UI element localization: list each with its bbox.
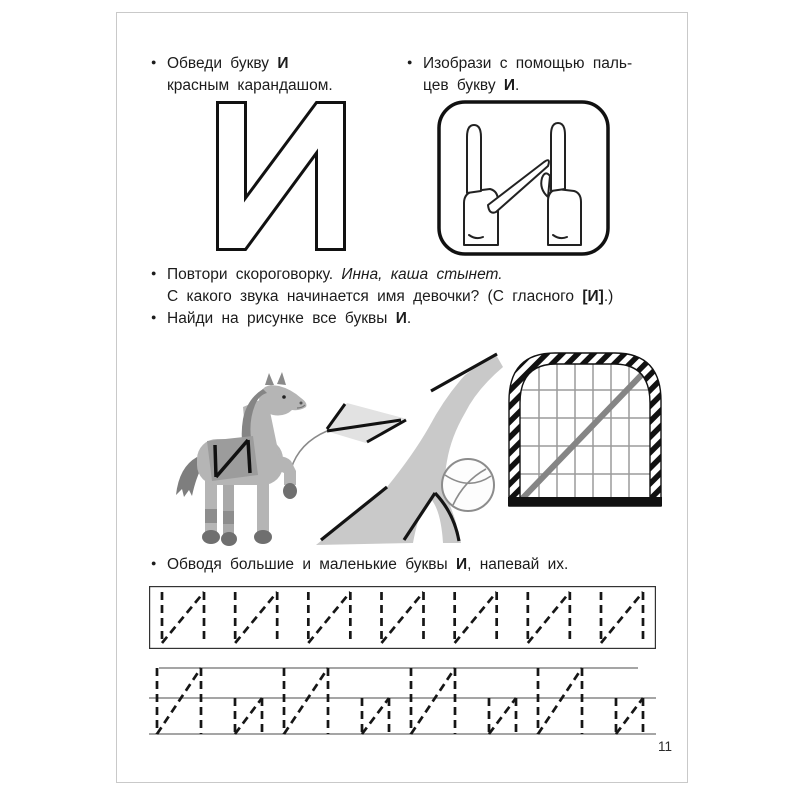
- task-finger-pre: цев букву: [423, 76, 496, 94]
- kite: [287, 403, 407, 496]
- dashed-letter-stroke[interactable]: [162, 592, 204, 643]
- right-index-finger: [551, 123, 565, 191]
- horse-ear: [277, 372, 286, 385]
- dashed-letter-stroke[interactable]: [455, 592, 497, 643]
- task-finger-text: [423, 53, 669, 96]
- bullet-icon: ●: [407, 57, 413, 67]
- task-twister-text: [167, 264, 667, 307]
- sing-pre: Обводя большие и маленькие буквы: [167, 556, 448, 573]
- task-sing-trace: [151, 554, 667, 576]
- dashed-letter-stroke[interactable]: [308, 592, 350, 643]
- bullet-icon: ●: [151, 268, 157, 278]
- bullet-icon: ●: [151, 312, 157, 322]
- left-index-finger: [467, 125, 481, 193]
- dashed-letter-stroke[interactable]: [362, 698, 389, 734]
- dashed-letter-stroke[interactable]: [411, 668, 455, 734]
- hidden-letters-picture: [151, 341, 671, 553]
- tracing-row-uppercase[interactable]: [149, 586, 656, 649]
- dashed-letter-stroke[interactable]: [284, 668, 328, 734]
- dashed-letter-stroke[interactable]: [528, 592, 570, 643]
- dashed-letter-stroke[interactable]: [157, 668, 201, 734]
- bullet-icon: ●: [151, 558, 157, 568]
- horse-front-leg: [257, 477, 269, 535]
- horse-hoof: [254, 530, 272, 544]
- find-letter-bold: И: [395, 310, 407, 327]
- horse-raised-hoof: [283, 483, 297, 499]
- twister-question: С какого звука начинается имя девочки? (С гласного: [167, 287, 575, 305]
- task-finger-post: .: [515, 76, 520, 94]
- find-pre: Найди на рисунке все буквы: [167, 310, 388, 327]
- horse-hoof: [221, 532, 237, 546]
- horse-back-leg: [223, 481, 234, 537]
- left-palm: [464, 189, 498, 245]
- kite-sail: [326, 403, 407, 443]
- dashed-letter-stroke[interactable]: [235, 592, 277, 643]
- twister-lead: Повтори скороговорку.: [167, 266, 334, 283]
- sing-post: , напевай их.: [467, 556, 569, 573]
- task-finger-letter: [407, 53, 669, 96]
- tree: [316, 353, 503, 545]
- find-post: .: [406, 310, 412, 327]
- task-trace-letter: [151, 53, 401, 96]
- horse-back-leg: [205, 479, 217, 535]
- sing-letter-bold: И: [455, 556, 468, 573]
- twister-phrase: Инна, каша стынет.: [341, 266, 503, 283]
- dashed-letter-stroke[interactable]: [382, 592, 424, 643]
- dashed-letter-stroke[interactable]: [489, 698, 516, 734]
- task-trace-letter-bold: И: [277, 55, 289, 72]
- big-outline-letter: [216, 101, 346, 251]
- task-find-letters: [151, 308, 667, 330]
- tree-trunk: [316, 353, 503, 545]
- horse-ear: [265, 373, 274, 385]
- horse-head: [259, 385, 306, 415]
- task-tongue-twister: [151, 264, 667, 307]
- twister-sound-bold: [И]: [582, 287, 604, 305]
- goal-net: [508, 353, 662, 506]
- task-find-text: [167, 308, 667, 330]
- task-trace-line2: красным карандашом.: [167, 76, 333, 94]
- letter-i-outline: [218, 103, 345, 250]
- finger-sign-box: [436, 99, 611, 259]
- horse-hoof: [202, 530, 220, 544]
- task-finger-letter-bold: И: [503, 76, 516, 94]
- dashed-letter-stroke[interactable]: [538, 668, 582, 734]
- horse-eye: [282, 395, 286, 399]
- goal-bottom-bar: [508, 497, 662, 506]
- ball: [442, 459, 494, 511]
- dashed-letter-stroke[interactable]: [601, 592, 643, 643]
- tracing-row-mixed-case[interactable]: [149, 664, 656, 738]
- task-trace-pre: Обведи букву: [167, 55, 269, 72]
- task-trace-text: [167, 53, 401, 96]
- task-finger-line1: Изобрази с помощью паль-: [423, 55, 633, 72]
- task-sing-text: [167, 554, 667, 576]
- right-palm: [548, 189, 581, 245]
- workbook-page: [116, 12, 688, 783]
- dashed-letter-stroke[interactable]: [616, 698, 643, 734]
- horse-leg-band: [223, 511, 234, 524]
- bullet-icon: ●: [151, 57, 157, 67]
- horse: [176, 372, 306, 546]
- dashed-letter-stroke[interactable]: [235, 698, 262, 734]
- horse-leg-band: [205, 509, 217, 523]
- goal-diagonal-bar: [517, 364, 652, 504]
- twister-question-end: .): [603, 287, 614, 305]
- horse-nostril: [300, 402, 303, 405]
- page-number: 11: [657, 739, 672, 754]
